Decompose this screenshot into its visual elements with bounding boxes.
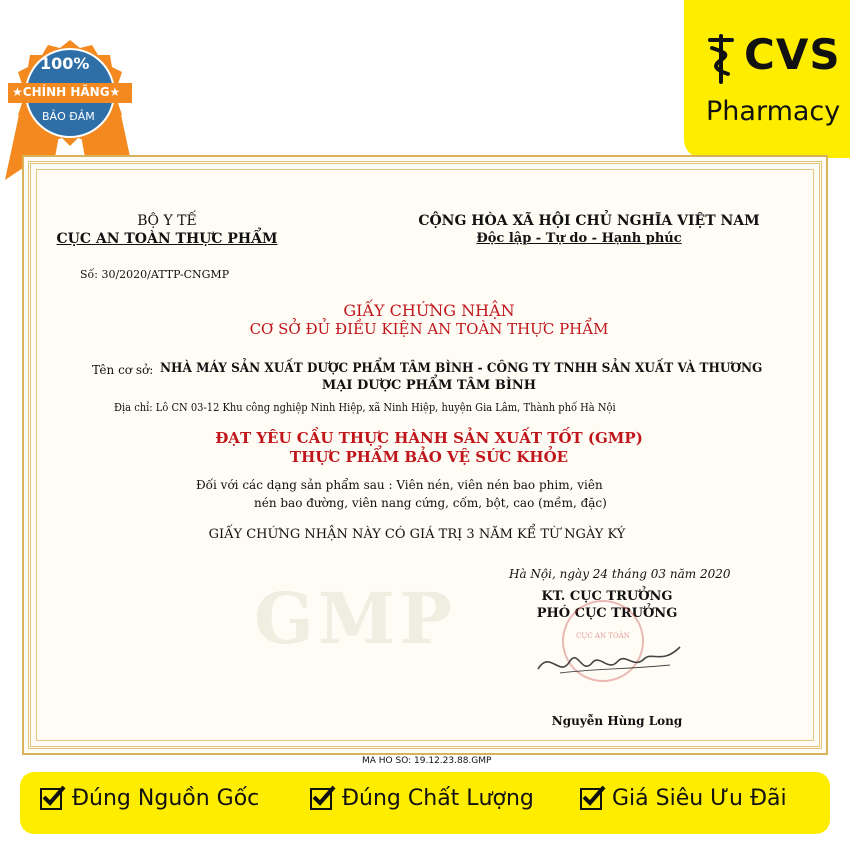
- check-icon: [580, 788, 602, 810]
- check-icon: [40, 788, 62, 810]
- signature-subtitle: PHÓ CỤC TRƯỞNG: [536, 606, 678, 621]
- certificate-title: GIẤY CHỨNG NHẬN: [343, 301, 515, 320]
- feature-price: [580, 786, 787, 811]
- feature-quality: [310, 786, 534, 811]
- logo-brand: CVS: [744, 30, 841, 79]
- gmp-requirement: ĐẠT YÊU CẦU THỰC HÀNH SẢN XUẤT TỐT (GMP): [215, 429, 643, 447]
- feature-price-label: Giá Siêu Ưu Đãi: [612, 786, 787, 811]
- feature-origin: [40, 786, 259, 811]
- features-banner: [20, 772, 830, 834]
- certificate-subtitle: CƠ SỞ ĐỦ ĐIỀU KIỆN AN TOÀN THỰC PHẨM: [249, 320, 609, 338]
- check-icon: [310, 788, 332, 810]
- feature-origin-label: Đúng Nguồn Gốc: [72, 786, 260, 811]
- product-forms-line2: nén bao đường, viên nang cứng, cốm, bột, cao (mềm, đặc): [254, 496, 607, 510]
- badge-middle: ★CHÍNH HÃNG★: [12, 85, 121, 99]
- facility-label: Tên cơ sở:: [92, 363, 154, 377]
- issue-date: Hà Nội, ngày 24 tháng 03 năm 2020: [509, 567, 731, 581]
- facility-name-line1: NHÀ MÁY SẢN XUẤT DƯỢC PHẨM TÂM BÌNH - CÔNG TY TNHH SẢN XUẤT VÀ THƯƠNG: [160, 361, 763, 376]
- facility-name-line2: MẠI DƯỢC PHẨM TÂM BÌNH: [321, 378, 537, 393]
- republic-heading: CỘNG HÒA XÃ HỘI CHỦ NGHĨA VIỆT NAM: [418, 213, 760, 229]
- seal-text: CỤC AN TOÀN: [576, 632, 630, 640]
- product-forms-line1: Đối với các dạng sản phẩm sau : Viên nén, viên nén bao phim, viên: [196, 478, 603, 492]
- validity-statement: GIẤY CHỨNG NHẬN NÀY CÓ GIÁ TRỊ 3 NĂM KỂ TỪ NGÀY KÝ: [208, 527, 626, 542]
- cvs-pharmacy-logo: [684, 0, 850, 158]
- address: Địa chỉ: Lô CN 03-12 Khu công nghiệp Ninh Hiệp, xã Ninh Hiệp, huyện Gia Lâm, Thành phố Hà Nội: [114, 401, 616, 414]
- signer-name: Nguyễn Hùng Long: [551, 714, 683, 728]
- motto: Độc lập - Tự do - Hạnh phúc: [476, 231, 682, 246]
- badge-bottom: BẢO ĐẢM: [42, 110, 95, 123]
- record-number: MA HO SO: 19.12.23.88.GMP: [362, 756, 492, 766]
- signature-title: KT. CỤC TRƯỞNG: [541, 589, 673, 604]
- department: CỤC AN TOÀN THỰC PHẨM: [56, 231, 278, 247]
- caduceus-icon: [704, 34, 738, 84]
- gmp-watermark: GMP: [254, 577, 456, 660]
- product-category: THỰC PHẨM BẢO VỆ SỨC KHỎE: [289, 448, 569, 466]
- badge-top: 100%: [40, 54, 90, 73]
- logo-sub: Pharmacy: [706, 96, 841, 127]
- document-number: Số: 30/2020/ATTP-CNGMP: [80, 268, 230, 281]
- feature-quality-label: Đúng Chất Lượng: [342, 786, 534, 811]
- ministry: BỘ Y TẾ: [137, 213, 197, 229]
- signature-icon: [530, 639, 690, 689]
- certificate: [22, 155, 828, 755]
